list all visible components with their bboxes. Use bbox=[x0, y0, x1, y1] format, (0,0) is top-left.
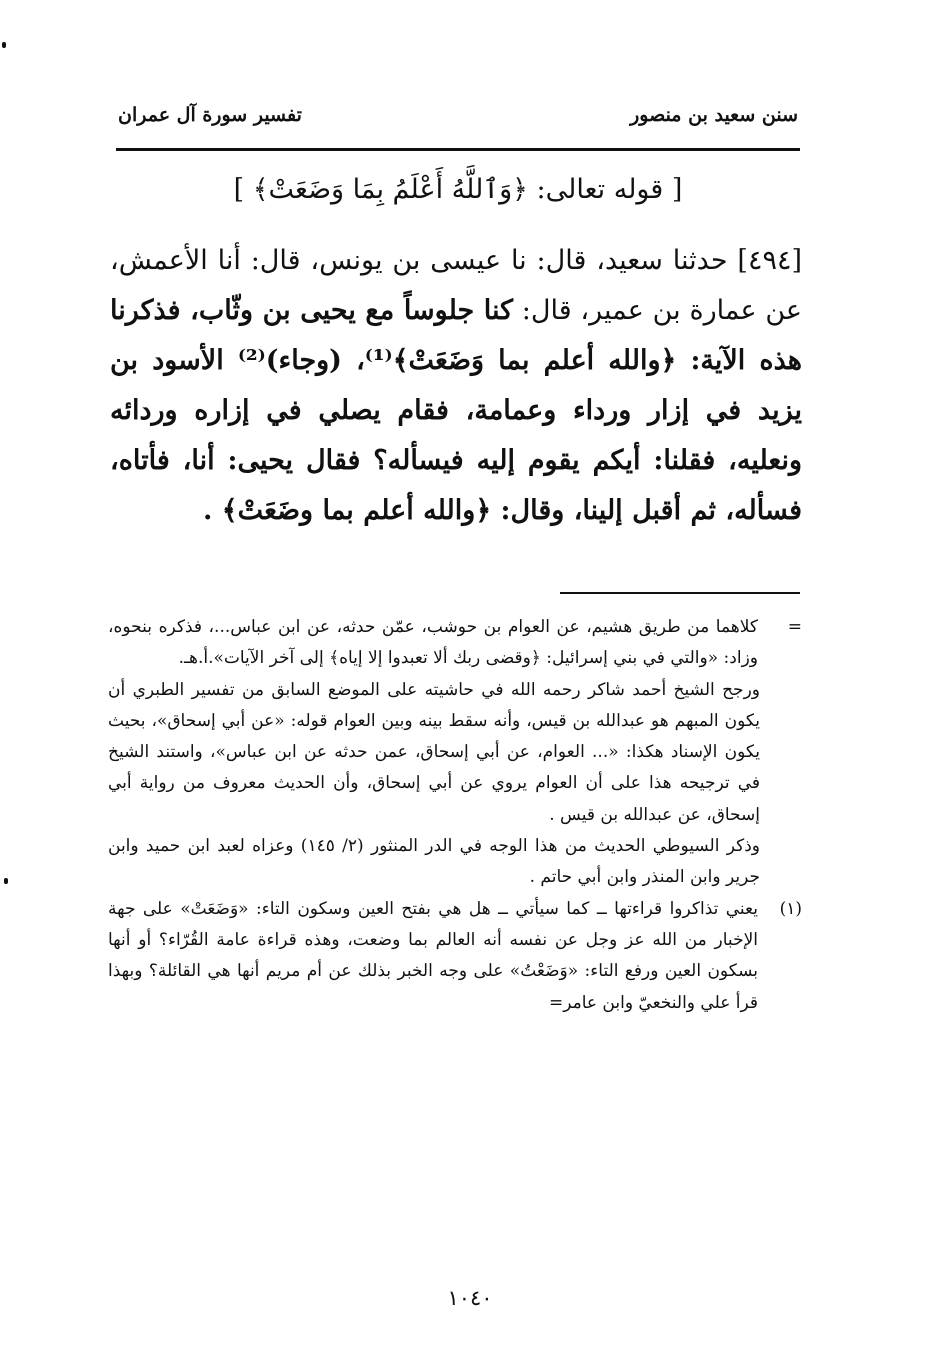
hadith-matn: كنا جلوساً مع يحيى بن وثّاب، فذكرنا هذه الآية: ﴿والله أعلم بما وَضَعَتْ﴾⁽¹⁾، (وجاء)⁽²⁾ الأسود بن يزيد في إزار ورداء وعمامة، فقام يصلي في إزاره وردائه ونعليه، فقلنا: أيكم يقوم إليه فيسأله؟ فقال يحيى: أنا، فأتاه، فسأله، ثم أقبل إلينا، وقال: ﴿والله أعلم بما وضَعَتْ﴾ . bbox=[110, 295, 802, 526]
footnote-paragraph: ورجح الشيخ أحمد شاكر رحمه الله في حاشيته على الموضع السابق من تفسير الطبري أن يكون المبهم هو عبدالله بن قيس، وأنه سقط بينه وبين العوام قوله: «عن أبي إسحاق»، بحيث يكون الإسناد هكذا: «... العوام، عن أبي إسحاق، عمن حدثه عن ابن عباس»، واستند الشيخ في ترجيحه هذا على أن العوام يروي عن أبي إسحاق، وأن الحديث معروف من رواية أبي إسحاق، عن عبدالله بن قيس . bbox=[108, 679, 760, 825]
footnote-continued bbox=[108, 612, 804, 675]
book-title: سنن سعيد بن منصور bbox=[630, 104, 798, 126]
footnotes bbox=[108, 612, 804, 1019]
footnote-marker: = bbox=[787, 617, 802, 637]
footnote-paragraph: وذكر السيوطي الحديث من هذا الوجه في الدر المنثور (٢/ ١٤٥) وعزاه لعبد ابن حميد وابن جرير وابن المنذر وابن أبي حاتم . bbox=[108, 836, 761, 888]
footnote-paragraph: يعني تذاكروا قراءتها ــ كما سيأتي ــ هل هي بفتح العين وسكون التاء: «وَضَعَتْ» على جهة الإخبار من الله عز وجل عن نفسه أنه العالم بما وضعت، وهذه قراءة عامة القُرّاء؟ أو أنها بسكون العين ورفع التاء: «وَضَعْتُ» على وجه الخبر بذلك عن أم مريم أنها هي القائلة؟ وبهذا قرأ علي والنخعيّ وابن عامر= bbox=[108, 898, 758, 1013]
chapter-title: تفسير سورة آل عمران bbox=[118, 104, 302, 126]
scan-mark bbox=[2, 42, 6, 48]
footnote-1 bbox=[108, 894, 804, 1019]
page-number: ١٠٤٠ bbox=[447, 1286, 493, 1310]
footnote-continued-para bbox=[108, 675, 804, 831]
section-heading: [ قوله تعالى: ﴿وَٱللَّهُ أَعْلَمُ بِمَا وَضَعَتْ﴾ ] bbox=[233, 174, 683, 205]
footnote-divider bbox=[560, 592, 800, 594]
header-divider bbox=[116, 148, 800, 151]
footnote-marker: (١) bbox=[779, 898, 802, 919]
hadith-number: [٤٩٤] bbox=[737, 245, 802, 276]
scan-mark bbox=[4, 878, 8, 884]
page-header bbox=[118, 104, 798, 140]
footnote-continued-para bbox=[108, 831, 804, 894]
footnote-paragraph: كلاهما من طريق هشيم، عن العوام بن حوشب، عمّن حدثه، عن ابن عباس...، فذكره بنحوه، وزاد: «والتي في بني إسرائيل: ﴿وقضى ربك ألا تعبدوا إلا إياه﴾ إلى آخر الآيات».أ.هـ. bbox=[108, 617, 758, 669]
hadith-text bbox=[110, 236, 802, 536]
hadith-isnad: حدثنا سعيد، قال: نا عيسى بن يونس، قال: أنا الأعمش، عن عمارة بن عمير، قال: bbox=[110, 245, 802, 326]
